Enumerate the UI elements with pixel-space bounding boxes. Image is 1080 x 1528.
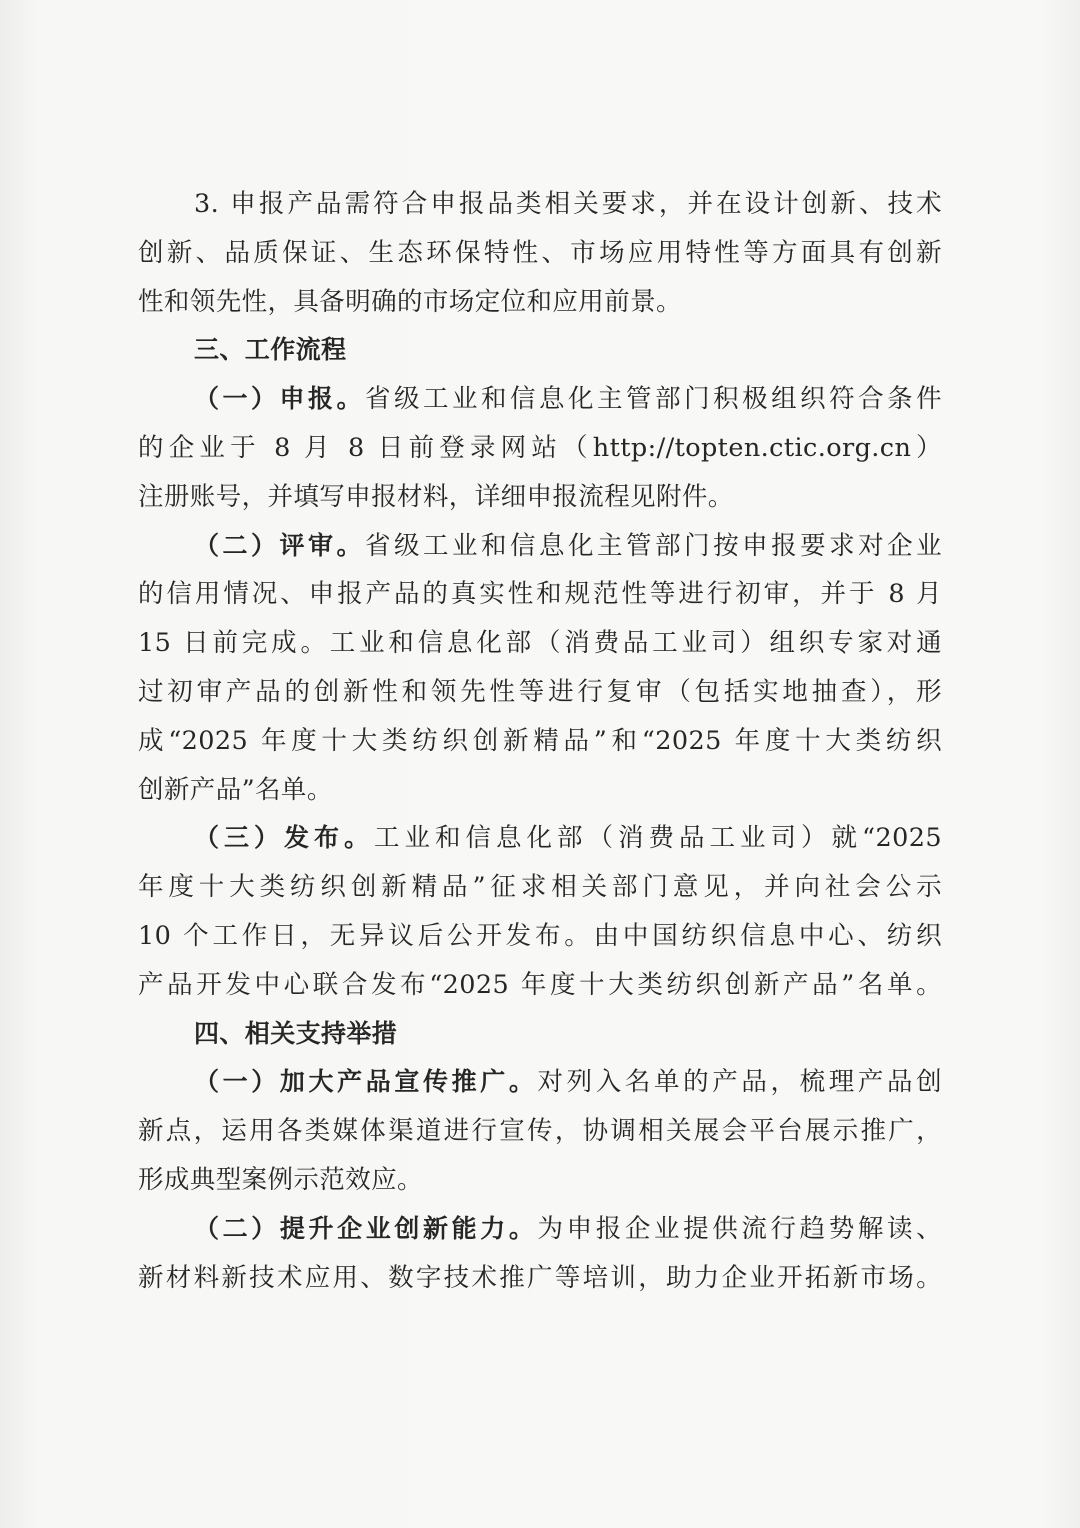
section-4-heading: 四、相关支持举措 [194, 1018, 398, 1048]
paragraph-line: 产品开发中心联合发布“2025 年度十大类纺织创新产品”名单。 [138, 969, 942, 1000]
paragraph-line [138, 522, 942, 571]
paragraph-text: 对列入名单的产品，梳理产品创 [537, 1067, 942, 1098]
section-4-1-title: （一）加大产品宣传推广。 [194, 1067, 538, 1097]
section-4-1-paragraph [138, 1058, 942, 1204]
paragraph-line: 的企业于 8 月 8 日前登录网站（http://topten.ctic.org.cn） [138, 432, 942, 463]
paragraph-line [138, 1205, 942, 1254]
paragraph-line: 性和领先性，具备明确的市场定位和应用前景。 [138, 286, 682, 317]
item-3-paragraph [138, 180, 942, 326]
paragraph-text: 为申报企业提供流行趋势解读、 [537, 1213, 942, 1244]
paragraph-line: 10 个工作日，无异议后公开发布。由中国纺织信息中心、纺织 [138, 920, 942, 951]
paragraph-line: 成“2025 年度十大类纺织创新精品”和“2025 年度十大类纺织 [138, 725, 942, 756]
section-3-2-title: （二）评审。 [194, 530, 366, 560]
paragraph-line: 年度十大类纺织创新精品”征求相关部门意见，并向社会公示 [138, 872, 942, 903]
paragraph-line [138, 375, 942, 424]
paragraph-line: 3. 申报产品需符合申报品类相关要求，并在设计创新、技术 [194, 189, 942, 219]
paragraph-line: 创新、品质保证、生态环保特性、市场应用特性等方面具有创新 [138, 237, 942, 268]
section-3-3-paragraph [138, 814, 942, 1009]
section-4-2-title: （二）提升企业创新能力。 [194, 1213, 538, 1243]
paragraph-line: 15 日前完成。工业和信息化部（消费品工业司）组织专家对通 [138, 628, 942, 659]
paragraph-line: 新点，运用各类媒体渠道进行宣传，协调相关展会平台展示推广， [138, 1116, 942, 1147]
paragraph-text: 工业和信息化部（消费品工业司）就“2025 [374, 823, 942, 854]
paragraph-line: 过初审产品的创新性和领先性等进行复审（包括实地抽查），形 [138, 676, 942, 707]
paragraph-line: 创新产品”名单。 [138, 774, 333, 805]
section-3-1-paragraph [138, 375, 942, 521]
paragraph-text: 省级工业和信息化主管部门按申报要求对企业 [365, 530, 942, 561]
section-3-2-paragraph [138, 522, 942, 815]
paragraph-line: 的信用情况、申报产品的真实性和规范性等进行初审，并于 8 月 [138, 579, 942, 610]
paragraph-text: 省级工业和信息化主管部门积极组织符合条件 [365, 384, 942, 415]
paragraph-line [138, 1058, 942, 1107]
section-4-2-paragraph [138, 1205, 942, 1303]
section-3-3-title: （三）发布。 [194, 823, 375, 853]
document-body [138, 180, 942, 1302]
section-3-1-title: （一）申报。 [194, 384, 366, 414]
paragraph-line: 注册账号，并填写申报材料，详细申报流程见附件。 [138, 481, 734, 512]
paragraph-line [138, 814, 942, 863]
paragraph-line: 新材料新技术应用、数字技术推广等培训，助力企业开拓新市场。 [138, 1262, 942, 1293]
paragraph-line: 形成典型案例示范效应。 [138, 1164, 423, 1195]
section-3-heading: 三、工作流程 [194, 335, 347, 365]
